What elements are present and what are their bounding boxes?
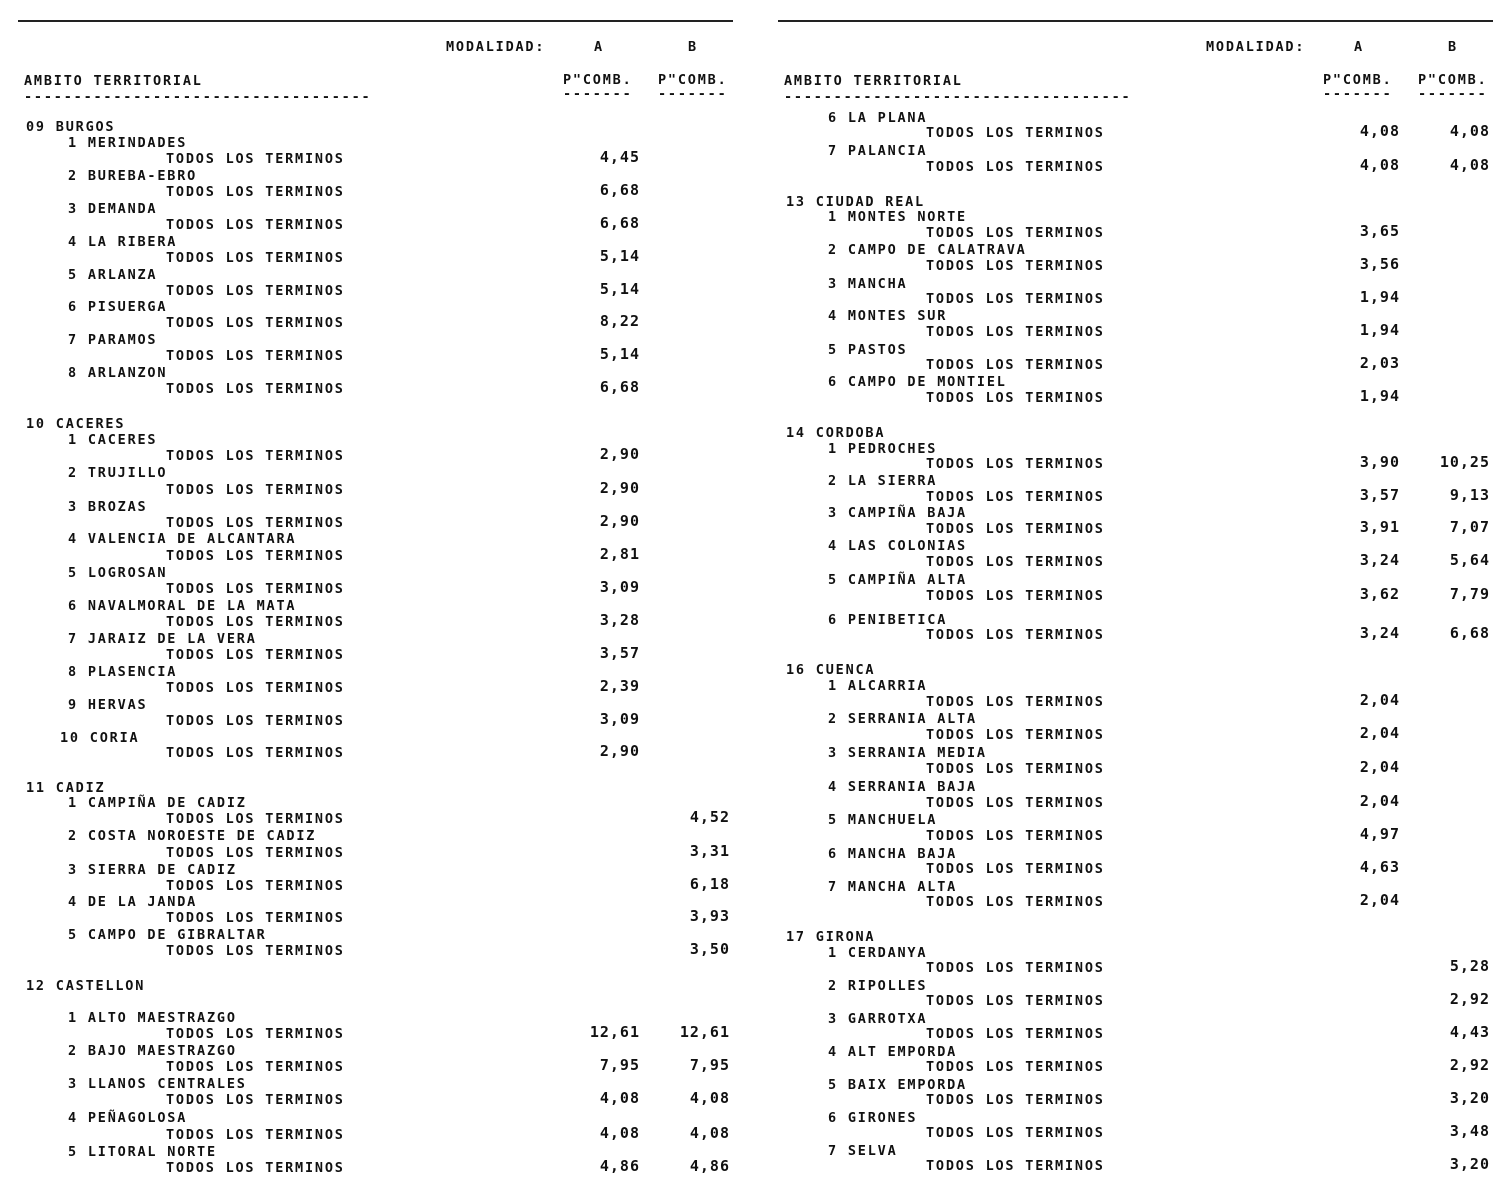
value-a: 4,08: [1359, 156, 1400, 174]
region-heading: 9 HERVAS: [68, 697, 148, 713]
region-heading: 6 MANCHA BAJA: [828, 846, 958, 862]
terms-row-label: TODOS LOS TERMINOS: [926, 993, 1105, 1009]
modalidad-b: B: [688, 39, 698, 55]
region-heading: 2 BAJO MAESTRAZGO: [68, 1043, 237, 1059]
terms-row-label: TODOS LOS TERMINOS: [166, 878, 345, 894]
value-a: 4,86: [599, 1157, 640, 1175]
value-a: 3,91: [1359, 518, 1400, 536]
region-heading: 1 MONTES NORTE: [828, 209, 967, 225]
terms-row-label: TODOS LOS TERMINOS: [926, 324, 1105, 340]
terms-row-label: TODOS LOS TERMINOS: [926, 795, 1105, 811]
value-a: 12,61: [589, 1023, 640, 1041]
terms-row-label: TODOS LOS TERMINOS: [166, 381, 345, 397]
terms-row-label: TODOS LOS TERMINOS: [926, 125, 1105, 141]
value-b: 2,92: [1449, 1056, 1490, 1074]
value-a: 6,68: [599, 181, 640, 199]
region-heading: 7 JARAIZ DE LA VERA: [68, 631, 257, 647]
region-heading: 2 LA SIERRA: [828, 473, 938, 489]
terms-row-label: TODOS LOS TERMINOS: [926, 694, 1105, 710]
value-b: 4,08: [689, 1089, 730, 1107]
terms-row-label: TODOS LOS TERMINOS: [926, 489, 1105, 505]
value-b: 4,08: [1449, 122, 1490, 140]
comb-b-rule: -------: [1418, 86, 1488, 102]
terms-row-label: TODOS LOS TERMINOS: [166, 1160, 345, 1176]
region-heading: 4 SERRANIA BAJA: [828, 779, 977, 795]
value-a: 1,94: [1359, 321, 1400, 339]
terms-row-label: TODOS LOS TERMINOS: [166, 448, 345, 464]
terms-row-label: TODOS LOS TERMINOS: [926, 258, 1105, 274]
comb-a-rule: -------: [1323, 86, 1393, 102]
region-heading: 4 ALT EMPORDA: [828, 1044, 958, 1060]
value-b: 9,13: [1449, 486, 1490, 504]
terms-row-label: TODOS LOS TERMINOS: [926, 390, 1105, 406]
value-b: 2,92: [1449, 990, 1490, 1008]
province-heading: 13 CIUDAD REAL: [786, 194, 925, 210]
value-b: 4,86: [689, 1157, 730, 1175]
province-heading: 17 GIRONA: [786, 929, 876, 945]
value-a: 4,08: [599, 1124, 640, 1142]
value-a: 6,68: [599, 378, 640, 396]
terms-row-label: TODOS LOS TERMINOS: [166, 348, 345, 364]
value-b: 6,18: [689, 875, 730, 893]
region-heading: 6 GIRONES: [828, 1110, 918, 1126]
region-heading: 7 MANCHA ALTA: [828, 879, 958, 895]
value-a: 2,90: [599, 742, 640, 760]
province-heading: 12 CASTELLON: [26, 978, 146, 994]
region-heading: 1 CAMPIÑA DE CADIZ: [68, 795, 247, 811]
modalidad-label: MODALIDAD:: [446, 39, 546, 55]
province-heading: 09 BURGOS: [26, 119, 116, 135]
value-a: 4,63: [1359, 858, 1400, 876]
terms-row-label: TODOS LOS TERMINOS: [926, 291, 1105, 307]
ambito-label: AMBITO TERRITORIAL: [784, 73, 963, 89]
value-a: 3,28: [599, 611, 640, 629]
value-a: 5,14: [599, 247, 640, 265]
modalidad-a: A: [1354, 39, 1364, 55]
region-heading: 4 LAS COLONIAS: [828, 538, 967, 554]
terms-row-label: TODOS LOS TERMINOS: [926, 1158, 1105, 1174]
terms-row-label: TODOS LOS TERMINOS: [926, 588, 1105, 604]
value-a: 4,45: [599, 148, 640, 166]
value-a: 3,09: [599, 578, 640, 596]
value-a: 3,09: [599, 710, 640, 728]
terms-row-label: TODOS LOS TERMINOS: [926, 1092, 1105, 1108]
modalidad-label: MODALIDAD:: [1206, 39, 1306, 55]
region-heading: 5 LOGROSAN: [68, 565, 168, 581]
terms-row-label: TODOS LOS TERMINOS: [926, 521, 1105, 537]
region-heading: 8 PLASENCIA: [68, 664, 178, 680]
region-heading: 3 GARROTXA: [828, 1011, 928, 1027]
terms-row-label: TODOS LOS TERMINOS: [926, 456, 1105, 472]
region-heading: 1 PEDROCHES: [828, 441, 938, 457]
terms-row-label: TODOS LOS TERMINOS: [926, 627, 1105, 643]
value-a: 2,04: [1359, 891, 1400, 909]
terms-row-label: TODOS LOS TERMINOS: [166, 581, 345, 597]
region-heading: 3 DEMANDA: [68, 201, 158, 217]
region-heading: 1 MERINDADES: [68, 135, 188, 151]
terms-row-label: TODOS LOS TERMINOS: [926, 828, 1105, 844]
modalidad-a: A: [594, 39, 604, 55]
terms-row-label: TODOS LOS TERMINOS: [926, 861, 1105, 877]
value-b: 3,20: [1449, 1089, 1490, 1107]
region-heading: 10 CORIA: [60, 730, 140, 746]
value-a: 2,04: [1359, 758, 1400, 776]
terms-row-label: TODOS LOS TERMINOS: [166, 943, 345, 959]
terms-row-label: TODOS LOS TERMINOS: [166, 1127, 345, 1143]
value-a: 3,57: [1359, 486, 1400, 504]
region-heading: 7 PARAMOS: [68, 332, 158, 348]
region-heading: 6 NAVALMORAL DE LA MATA: [68, 598, 297, 614]
terms-row-label: TODOS LOS TERMINOS: [926, 357, 1105, 373]
value-a: 1,94: [1359, 288, 1400, 306]
terms-row-label: TODOS LOS TERMINOS: [166, 811, 345, 827]
terms-row-label: TODOS LOS TERMINOS: [166, 283, 345, 299]
value-b: 4,08: [689, 1124, 730, 1142]
value-a: 2,90: [599, 445, 640, 463]
region-heading: 4 DE LA JANDA: [68, 894, 198, 910]
value-b: 4,08: [1449, 156, 1490, 174]
terms-row-label: TODOS LOS TERMINOS: [166, 614, 345, 630]
terms-row-label: TODOS LOS TERMINOS: [166, 250, 345, 266]
value-a: 2,04: [1359, 691, 1400, 709]
value-b: 6,68: [1449, 624, 1490, 642]
value-a: 2,04: [1359, 724, 1400, 742]
region-heading: 2 BUREBA-EBRO: [68, 168, 198, 184]
region-heading: 2 TRUJILLO: [68, 465, 168, 481]
value-a: 1,94: [1359, 387, 1400, 405]
value-a: 3,90: [1359, 453, 1400, 471]
province-heading: 16 CUENCA: [786, 662, 876, 678]
ambito-label: AMBITO TERRITORIAL: [24, 73, 203, 89]
terms-row-label: TODOS LOS TERMINOS: [926, 554, 1105, 570]
value-b: 5,64: [1449, 551, 1490, 569]
region-heading: 1 CERDANYA: [828, 945, 928, 961]
top-rule: [18, 20, 733, 22]
value-a: 5,14: [599, 345, 640, 363]
region-heading: 5 CAMPO DE GIBRALTAR: [68, 927, 267, 943]
value-b: 4,43: [1449, 1023, 1490, 1041]
value-a: 6,68: [599, 214, 640, 232]
value-a: 4,97: [1359, 825, 1400, 843]
comb-a-header: P"COMB.: [1323, 72, 1393, 88]
region-heading: 2 COSTA NOROESTE DE CADIZ: [68, 828, 317, 844]
region-heading: 6 PISUERGA: [68, 299, 168, 315]
value-a: 2,03: [1359, 354, 1400, 372]
terms-row-label: TODOS LOS TERMINOS: [926, 894, 1105, 910]
ambito-rule: -----------------------------------: [784, 89, 1132, 105]
value-b: 10,25: [1439, 453, 1490, 471]
region-heading: 2 CAMPO DE CALATRAVA: [828, 242, 1027, 258]
value-a: 3,57: [599, 644, 640, 662]
comb-b-header: P"COMB.: [658, 72, 728, 88]
terms-row-label: TODOS LOS TERMINOS: [926, 761, 1105, 777]
value-b: 7,79: [1449, 585, 1490, 603]
terms-row-label: TODOS LOS TERMINOS: [166, 151, 345, 167]
terms-row-label: TODOS LOS TERMINOS: [166, 910, 345, 926]
comb-a-header: P"COMB.: [563, 72, 633, 88]
region-heading: 1 ALTO MAESTRAZGO: [68, 1010, 237, 1026]
region-heading: 6 CAMPO DE MONTIEL: [828, 374, 1007, 390]
terms-row-label: TODOS LOS TERMINOS: [166, 745, 345, 761]
region-heading: 3 BROZAS: [68, 499, 148, 515]
terms-row-label: TODOS LOS TERMINOS: [166, 1092, 345, 1108]
region-heading: 1 ALCARRIA: [828, 678, 928, 694]
value-b: 3,20: [1449, 1155, 1490, 1173]
region-heading: 7 PALANCIA: [828, 143, 928, 159]
value-a: 5,14: [599, 280, 640, 298]
value-a: 3,24: [1359, 551, 1400, 569]
value-a: 3,56: [1359, 255, 1400, 273]
terms-row-label: TODOS LOS TERMINOS: [166, 845, 345, 861]
comb-a-rule: -------: [563, 86, 633, 102]
value-a: 4,08: [599, 1089, 640, 1107]
modalidad-b: B: [1448, 39, 1458, 55]
terms-row-label: TODOS LOS TERMINOS: [926, 727, 1105, 743]
value-a: 3,65: [1359, 222, 1400, 240]
region-heading: 2 SERRANIA ALTA: [828, 711, 977, 727]
region-heading: 8 ARLANZON: [68, 365, 168, 381]
value-a: 2,90: [599, 512, 640, 530]
terms-row-label: TODOS LOS TERMINOS: [166, 1059, 345, 1075]
terms-row-label: TODOS LOS TERMINOS: [166, 217, 345, 233]
terms-row-label: TODOS LOS TERMINOS: [926, 1026, 1105, 1042]
terms-row-label: TODOS LOS TERMINOS: [166, 713, 345, 729]
terms-row-label: TODOS LOS TERMINOS: [926, 1125, 1105, 1141]
terms-row-label: TODOS LOS TERMINOS: [926, 1059, 1105, 1075]
region-heading: 1 CACERES: [68, 432, 158, 448]
province-heading: 11 CADIZ: [26, 780, 106, 796]
value-a: 7,95: [599, 1056, 640, 1074]
region-heading: 4 PEÑAGOLOSA: [68, 1110, 188, 1126]
value-a: 3,62: [1359, 585, 1400, 603]
value-a: 2,81: [599, 545, 640, 563]
region-heading: 4 MONTES SUR: [828, 308, 948, 324]
region-heading: 3 MANCHA: [828, 276, 908, 292]
region-heading: 3 SERRANIA MEDIA: [828, 745, 987, 761]
region-heading: 5 BAIX EMPORDA: [828, 1077, 967, 1093]
value-a: 4,08: [1359, 122, 1400, 140]
region-heading: 3 CAMPIÑA BAJA: [828, 505, 967, 521]
terms-row-label: TODOS LOS TERMINOS: [166, 680, 345, 696]
region-heading: 6 PENIBETICA: [828, 612, 948, 628]
province-heading: 10 CACERES: [26, 416, 126, 432]
terms-row-label: TODOS LOS TERMINOS: [926, 960, 1105, 976]
region-heading: 5 LITORAL NORTE: [68, 1144, 217, 1160]
region-heading: 3 LLANOS CENTRALES: [68, 1076, 247, 1092]
region-heading: 2 RIPOLLES: [828, 978, 928, 994]
terms-row-label: TODOS LOS TERMINOS: [166, 315, 345, 331]
value-b: 7,07: [1449, 518, 1490, 536]
terms-row-label: TODOS LOS TERMINOS: [166, 482, 345, 498]
comb-b-rule: -------: [658, 86, 728, 102]
region-heading: 5 PASTOS: [828, 342, 908, 358]
value-b: 3,93: [689, 907, 730, 925]
region-heading: 7 SELVA: [828, 1143, 898, 1159]
value-a: 2,04: [1359, 792, 1400, 810]
value-b: 5,28: [1449, 957, 1490, 975]
region-heading: 5 CAMPIÑA ALTA: [828, 572, 967, 588]
region-heading: 5 MANCHUELA: [828, 812, 938, 828]
value-a: 8,22: [599, 312, 640, 330]
region-heading: 6 LA PLANA: [828, 110, 928, 126]
region-heading: 3 SIERRA DE CADIZ: [68, 862, 237, 878]
region-heading: 5 ARLANZA: [68, 267, 158, 283]
region-heading: 4 LA RIBERA: [68, 234, 178, 250]
terms-row-label: TODOS LOS TERMINOS: [166, 548, 345, 564]
value-b: 4,52: [689, 808, 730, 826]
value-a: 3,24: [1359, 624, 1400, 642]
comb-b-header: P"COMB.: [1418, 72, 1488, 88]
value-b: 3,50: [689, 940, 730, 958]
terms-row-label: TODOS LOS TERMINOS: [166, 515, 345, 531]
value-a: 2,39: [599, 677, 640, 695]
terms-row-label: TODOS LOS TERMINOS: [926, 159, 1105, 175]
value-b: 3,48: [1449, 1122, 1490, 1140]
province-heading: 14 CORDOBA: [786, 425, 886, 441]
value-a: 2,90: [599, 479, 640, 497]
value-b: 3,31: [689, 842, 730, 860]
top-rule: [778, 20, 1493, 22]
terms-row-label: TODOS LOS TERMINOS: [166, 184, 345, 200]
terms-row-label: TODOS LOS TERMINOS: [166, 647, 345, 663]
region-heading: 4 VALENCIA DE ALCANTARA: [68, 531, 297, 547]
terms-row-label: TODOS LOS TERMINOS: [166, 1026, 345, 1042]
value-b: 7,95: [689, 1056, 730, 1074]
terms-row-label: TODOS LOS TERMINOS: [926, 225, 1105, 241]
value-b: 12,61: [679, 1023, 730, 1041]
ambito-rule: -----------------------------------: [24, 89, 372, 105]
